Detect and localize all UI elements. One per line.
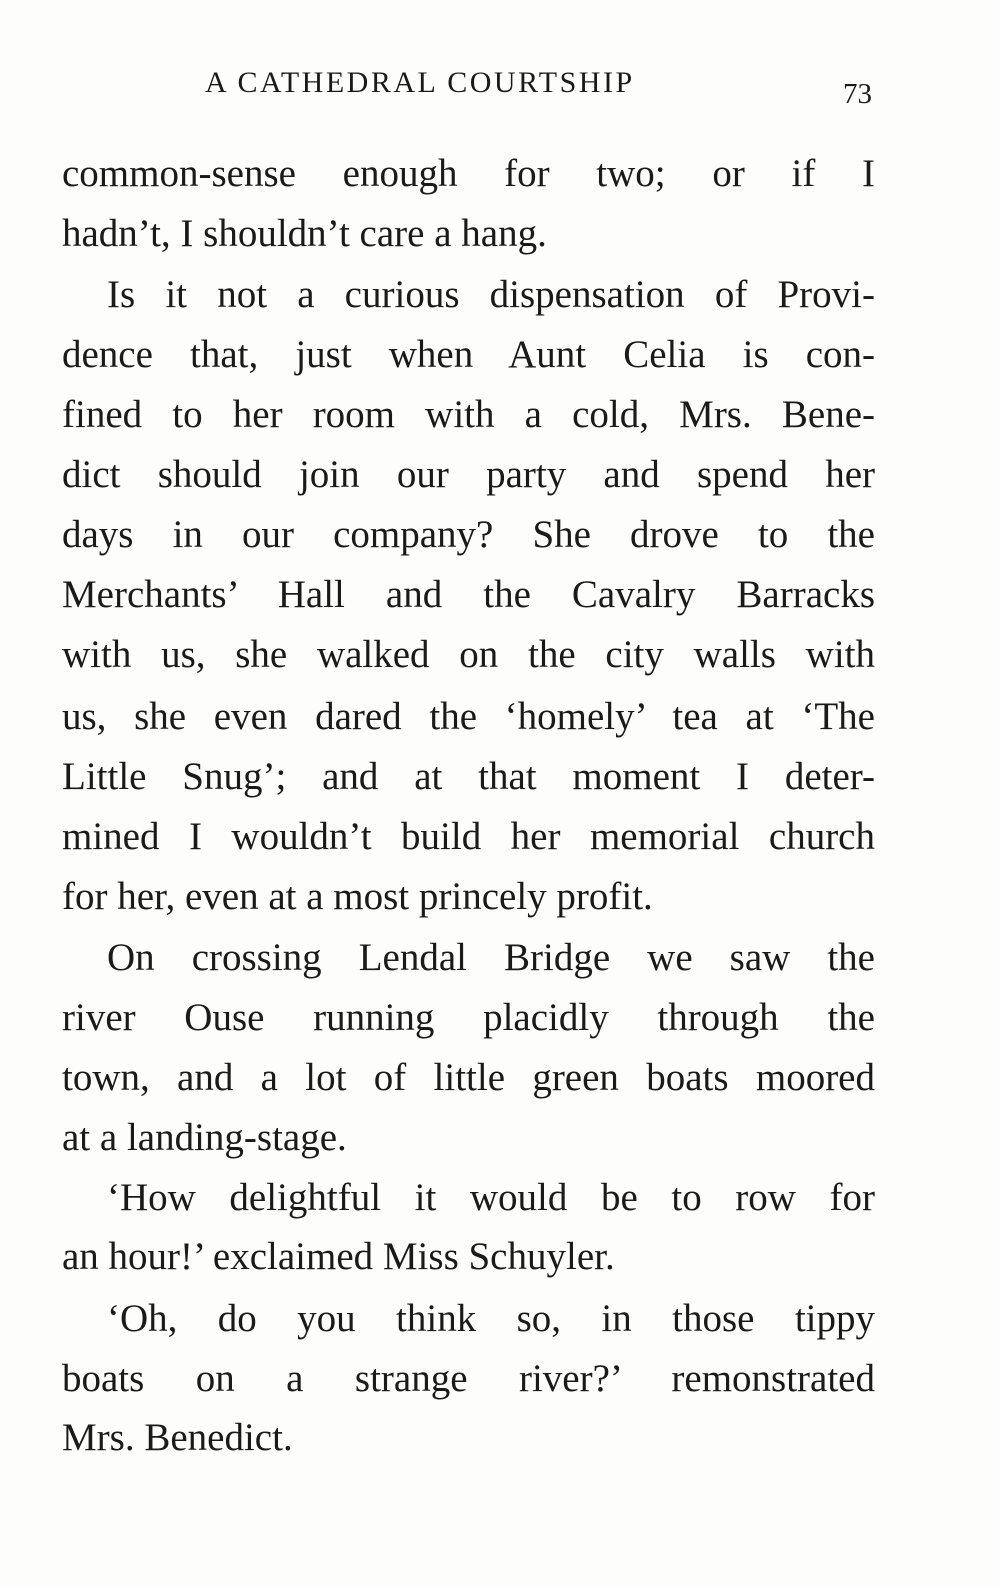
text-line: fined to her room with a cold, Mrs. Bene-: [62, 393, 875, 436]
text-line: Is it not a curious dispensation of Provi-: [107, 273, 875, 316]
text-line: days in our company? She drove to the: [62, 513, 875, 556]
text-line: at a landing-stage.: [62, 1116, 347, 1159]
text-line: hadn’t, I shouldn’t care a hang.: [62, 212, 547, 255]
text-line: Merchants’ Hall and the Cavalry Barracks: [62, 573, 875, 616]
text-line: On crossing Lendal Bridge we saw the: [107, 936, 875, 979]
text-line: boats on a strange river?’ remonstrated: [62, 1357, 875, 1400]
text-line: for her, even at a most princely profit.: [62, 875, 653, 918]
text-line: Mrs. Benedict.: [62, 1416, 293, 1459]
page-number: 73: [843, 78, 872, 110]
text-line: mined I wouldn’t build her memorial church: [62, 815, 875, 858]
text-line: ‘How delightful it would be to row for: [107, 1176, 875, 1219]
text-line: dict should join our party and spend her: [62, 453, 875, 496]
text-line: town, and a lot of little green boats moored: [62, 1056, 875, 1099]
text-line: Little Snug’; and at that moment I deter-: [62, 755, 875, 798]
text-line: ‘Oh, do you think so, in those tippy: [107, 1297, 875, 1340]
text-line: us, she even dared the ‘homely’ tea at ‘The: [62, 695, 875, 738]
text-line: river Ouse running placidly through the: [62, 996, 875, 1039]
text-line: dence that, just when Aunt Celia is con-: [62, 333, 875, 376]
text-line: with us, she walked on the city walls with: [62, 633, 875, 676]
text-line: common-sense enough for two; or if I: [62, 152, 875, 195]
running-title: A CATHEDRAL COURTSHIP: [205, 66, 635, 99]
text-line: an hour!’ exclaimed Miss Schuyler.: [62, 1235, 615, 1278]
